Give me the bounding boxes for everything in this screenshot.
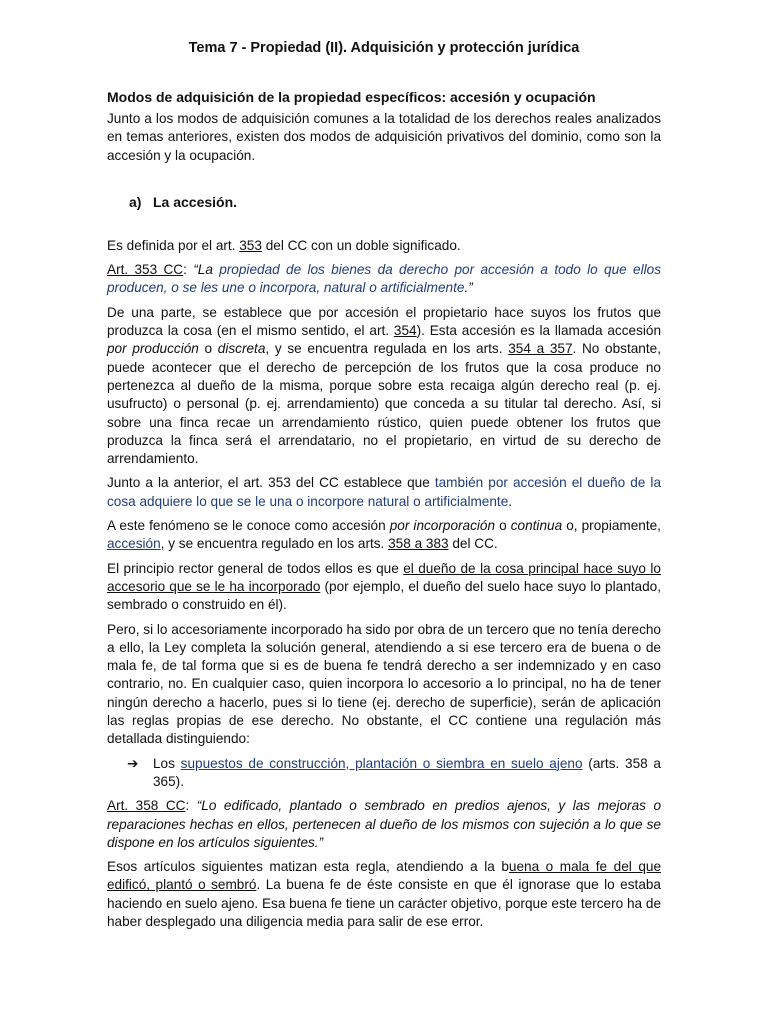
text-span: (arts. 358 a 365).: [153, 755, 661, 789]
text-span: , y se encuentra regulado en los arts.: [160, 536, 389, 552]
text-span: ). Esta accesión es la llamada accesión: [416, 323, 662, 339]
subsection-marker: a): [129, 193, 142, 210]
text-span: A este fenómeno se le conoce como accesión: [107, 518, 390, 534]
italic-term: continua: [510, 518, 563, 534]
list-item-text: [153, 755, 661, 792]
text-span: o: [495, 518, 511, 534]
text-span: (por ejemplo, el dueño del suelo hace suyo lo plantado, sembrado o construido en él).: [107, 578, 661, 613]
third-party-paragraph: Pero, si lo accesoriamente incorporado ha sido por obra de un tercero que no tenía derecho a ello, la Ley completa la solución general, atendiendo a si ese tercero era de buena o de mala fe, de tal forma que si es de buena fe tendrá derecho a ser indemnizado y en caso contrario, no. En cualquier caso, quien incorpora lo accesorio a lo principal, no ha de tener ningún derecho a hacerlo, pues si lo tiene (ej. derecho de superficie), serán de aplicación las reglas propias de ese derecho. No obstante, el CC contiene una regulación más detallada distinguiendo:: [107, 621, 661, 747]
accesion-link[interactable]: accesión: [107, 536, 161, 552]
text-span: Los: [153, 755, 181, 771]
incorporation-paragraph: [107, 474, 661, 511]
text-span: Junto a la anterior, el art. 353 del CC establece que: [107, 475, 435, 491]
text-span: Esos artículos siguientes matizan esta regla, atendiendo a la b: [107, 859, 509, 875]
arrow-right-icon: ➔: [127, 755, 139, 771]
quote-open: “La: [193, 262, 220, 278]
continua-paragraph: [107, 517, 661, 554]
text-span: Es definida por el art.: [107, 237, 240, 253]
definition-paragraph: [107, 237, 661, 255]
text-span: del CC con un doble significado.: [261, 237, 461, 253]
text-span: . La buena fe de éste consiste en que él ignorase que lo estaba haciendo en suelo ajeno. Esa buena fe tiene un carácter objetivo, porque este tercero ha de haber desplegado una diligencia media para salir de ese error.: [107, 877, 661, 929]
article-353-link[interactable]: 353: [239, 237, 262, 253]
underlined-text: uena o mala fe del que edificó, plantó o sembró: [107, 859, 662, 893]
page-title: Tema 7 - Propiedad (II). Adquisición y protección jurídica: [188, 40, 580, 56]
text-span: :: [183, 262, 194, 278]
art-353-quote: [107, 261, 661, 298]
highlighted-text: también por accesión el dueño de la cosa adquiere lo que se le una o incorpore natural o artificialmente: [107, 475, 662, 509]
principle-paragraph: [107, 560, 661, 615]
art-358-quote: [107, 797, 661, 852]
art-358-ref-link[interactable]: Art. 358 CC: [107, 798, 186, 814]
construction-cases-link[interactable]: supuestos de construcción, plantación o siembra en suelo ajeno: [180, 755, 583, 771]
italic-term: por producción: [107, 341, 199, 357]
text-span: .: [508, 493, 513, 509]
articles-358-383-link[interactable]: 358 a 383: [388, 536, 449, 552]
article-354-link[interactable]: 354: [393, 323, 417, 339]
intro-paragraph: Junto a los modos de adquisición comunes a la totalidad de los derechos reales analizados en temas anteriores, existen dos modos de adquisición privativos del dominio, como son la accesión y la ocupación.: [107, 111, 661, 163]
art-353-ref-link[interactable]: Art. 353 CC: [107, 262, 184, 278]
art-358-quote-text: “Lo edificado, plantado o sembrado en predios ajenos, y las mejoras o reparaciones hechas en ellos, pertenecen al dueño de los mismos con sujeción a lo que se dispone en los artículos siguientes.”: [107, 798, 662, 850]
text-span: , y se encuentra regulada en los arts.: [265, 341, 509, 357]
italic-term: por incorporación: [389, 518, 496, 534]
section-heading: Modos de adquisición de la propiedad específicos: accesión y ocupación: [107, 89, 596, 105]
underlined-text: el dueño de la cosa principal hace suyo lo accesorio que se le ha incorporado: [107, 560, 661, 594]
text-span: o, propiamente,: [562, 518, 661, 534]
production-paragraph: [107, 304, 661, 469]
subsection-heading: [129, 193, 661, 211]
italic-term: discreta: [217, 341, 266, 357]
text-span: del CC.: [448, 536, 498, 552]
art-353-quote-text: propiedad de los bienes da derecho por accesión a todo lo que ellos producen, o se les une o incorpora, natural o artificialmente: [107, 262, 661, 296]
text-span: De una parte, se establece que por accesión el propietario hace suyos los frutos que produzca la cosa (en el mismo sentido, el art.: [107, 304, 661, 339]
text-span: :: [185, 798, 197, 814]
articles-354-357-link[interactable]: 354 a 357: [508, 341, 573, 357]
quote-close: .”: [464, 280, 473, 296]
text-span: . No obstante, puede acontecer que el derecho de percepción de los frutos que la cosa produce no pertenezca al dueño de la misma, porque sobre esta recaiga algún derecho real (p. ej. usufructo) o personal (p. ej. arrendamiento) que conceda a su titular tal derecho. Así, si sobre una finca recae un arrendamiento rústico, quien puede obtener los frutos que produzca la finca será el arrendatario, no el propietario, en virtud de su derecho de arrendamiento.: [107, 341, 661, 467]
text-span: o: [198, 341, 218, 357]
good-faith-paragraph: [107, 858, 661, 931]
list-item: [127, 755, 661, 792]
subsection-title: La accesión.: [153, 193, 238, 210]
text-span: El principio rector general de todos ellos es que: [107, 560, 404, 576]
